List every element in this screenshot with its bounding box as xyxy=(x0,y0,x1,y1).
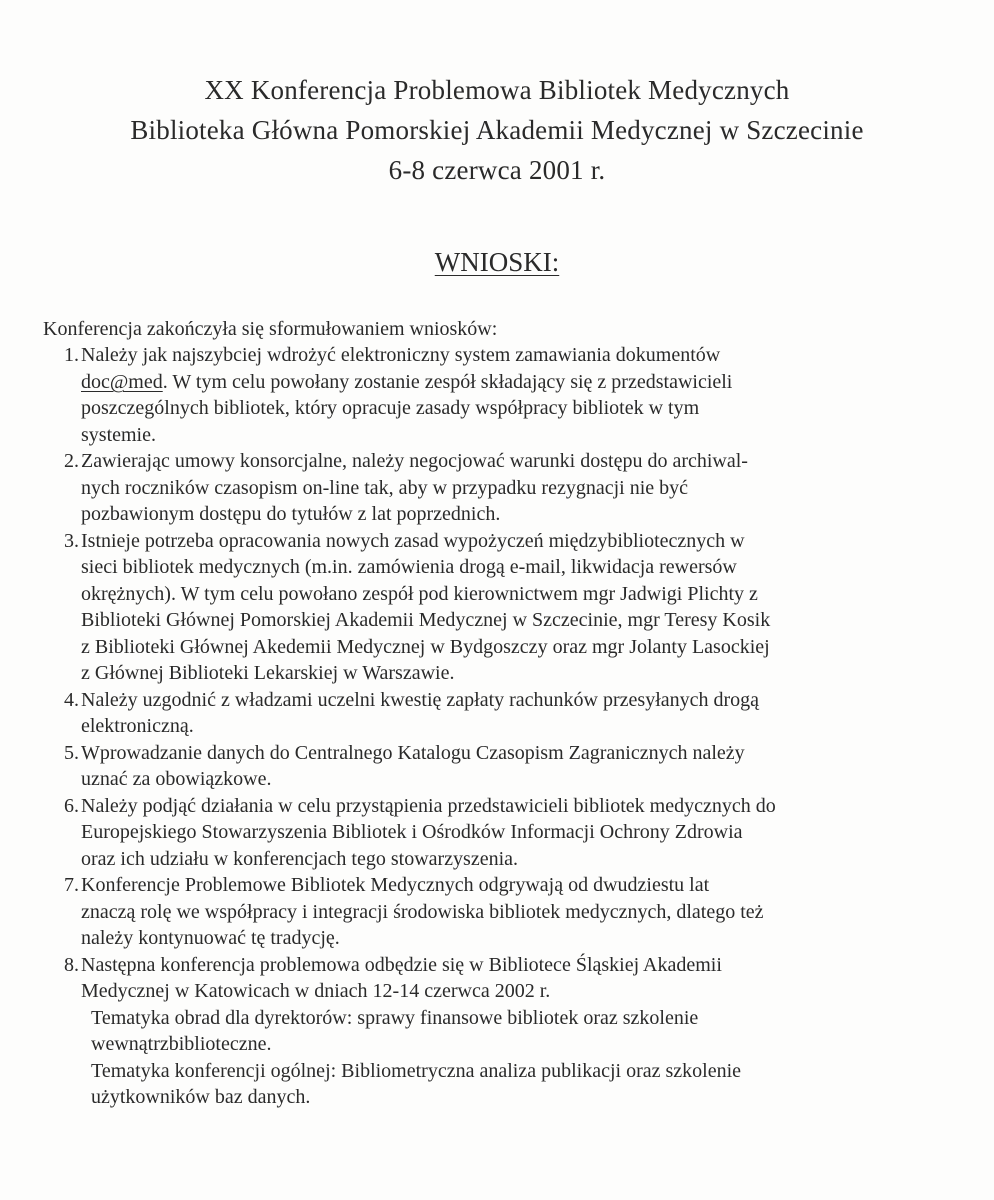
text-line: Konferencje Problemowe Bibliotek Medycznych odgrywają od dwudziestu lat xyxy=(81,874,710,896)
item-text xyxy=(81,528,953,687)
item-text xyxy=(81,342,953,448)
text-line: należy kontynuować tę tradycję. xyxy=(81,927,340,949)
text-line: pozbawionym dostępu do tytułów z lat poprzednich. xyxy=(81,503,501,525)
text-line: Medycznej w Katowicach w dniach 12-14 czerwca 2002 r. xyxy=(81,980,551,1002)
text-line: elektroniczną. xyxy=(81,715,194,737)
item-number: 5. xyxy=(64,741,79,764)
text-line: uznać za obowiązkowe. xyxy=(81,768,272,790)
text-line: sieci bibliotek medycznych (m.in. zamówienia drogą e-mail, likwidacja rewersów xyxy=(81,556,737,578)
item-text xyxy=(81,952,953,1111)
item-number: 6. xyxy=(64,794,79,817)
text-line: Należy uzgodnić z władzami uczelni kwestię zapłaty rachunków przesyłanych drogą xyxy=(81,688,760,711)
document-header xyxy=(0,70,994,190)
item-text xyxy=(81,687,953,740)
heading-text: WNIOSKI: xyxy=(434,247,560,277)
item-text xyxy=(81,872,953,952)
text-line: poszczególnych bibliotek, który opracuje zasady współpracy bibliotek w tym xyxy=(81,397,700,419)
text-line: oraz ich udziału w konferencjach tego stowarzyszenia. xyxy=(81,847,519,870)
text-line: Zawierając umowy konsorcjalne, należy negocjować warunki dostępu do archiwal- xyxy=(81,450,748,472)
item-number: 2. xyxy=(64,450,79,472)
text-line: Tematyka obrad dla dyrektorów: sprawy finansowe bibliotek oraz szkolenie xyxy=(91,1006,699,1029)
list-item xyxy=(43,528,953,687)
list-item xyxy=(43,872,953,952)
conclusions-list xyxy=(43,342,953,1111)
list-item xyxy=(43,740,953,793)
list-item xyxy=(43,793,953,873)
text-line: wewnątrzbiblioteczne. xyxy=(91,1033,272,1055)
item-text xyxy=(81,793,953,873)
list-item xyxy=(43,952,953,1111)
text-line: Istnieje potrzeba opracowania nowych zasad wypożyczeń międzybibliotecznych w xyxy=(81,529,745,552)
text-line: nych roczników czasopism on-line tak, aby w przypadku rezygnacji nie być xyxy=(81,476,689,499)
text-line: użytkowników baz danych. xyxy=(91,1086,311,1108)
text-line: Należy podjąć działania w celu przystąpienia przedstawicieli bibliotek medycznych do xyxy=(81,794,776,817)
conference-dates: 6-8 czerwca 2001 r. xyxy=(388,155,606,185)
item-number: 1. xyxy=(64,344,79,366)
list-item xyxy=(43,342,953,448)
text-line: z Głównej Biblioteki Lekarskiej w Warszawie. xyxy=(81,662,455,684)
text-line: Następna konferencja problemowa odbędzie się w Bibliotece Śląskiej Akademii xyxy=(81,953,722,976)
text-line: Należy jak najszybciej wdrożyć elektroniczny system zamawiania dokumentów xyxy=(81,344,721,366)
list-item xyxy=(43,448,953,528)
text-line: Biblioteki Głównej Pomorskiej Akademii Medycznej w Szczecinie, mgr Teresy Kosik xyxy=(81,609,771,631)
text-line: Tematyka konferencji ogólnej: Bibliometryczna analiza publikacji oraz szkolenie xyxy=(91,1059,742,1082)
host-institution: Biblioteka Główna Pomorskiej Akademii Medycznej w Szczecinie xyxy=(130,115,864,145)
text-line: znaczą rolę we współpracy i integracji środowiska bibliotek medycznych, dlatego też xyxy=(81,900,764,923)
item-number: 3. xyxy=(64,529,79,552)
item-number: 8. xyxy=(64,953,79,976)
list-item xyxy=(43,687,953,740)
intro-paragraph: Konferencja zakończyła się sformułowaniem wniosków: xyxy=(43,318,498,340)
text-line: doc@med. W tym celu powołany zostanie zespół składający się z przedstawicieli xyxy=(81,370,733,393)
section-heading xyxy=(0,244,994,280)
text-line: systemie. xyxy=(81,423,156,446)
text-line: okrężnych). W tym celu powołano zespół pod kierownictwem mgr Jadwigi Plichty z xyxy=(81,582,758,605)
item-text xyxy=(81,740,953,793)
text-line: Wprowadzanie danych do Centralnego Katalogu Czasopism Zagranicznych należy xyxy=(81,741,745,764)
text-line: Europejskiego Stowarzyszenia Bibliotek i Ośrodków Informacji Ochrony Zdrowia xyxy=(81,821,743,843)
item-text xyxy=(81,448,953,528)
item-number: 7. xyxy=(64,874,79,896)
item-number: 4. xyxy=(64,688,79,711)
docmed-link[interactable]: doc@med xyxy=(81,370,163,393)
conference-title: XX Konferencja Problemowa Bibliotek Medycznych xyxy=(204,75,790,105)
text-line: z Biblioteki Głównej Akedemii Medycznej w Bydgoszczy oraz mgr Jolanty Lasockiej xyxy=(81,635,770,658)
